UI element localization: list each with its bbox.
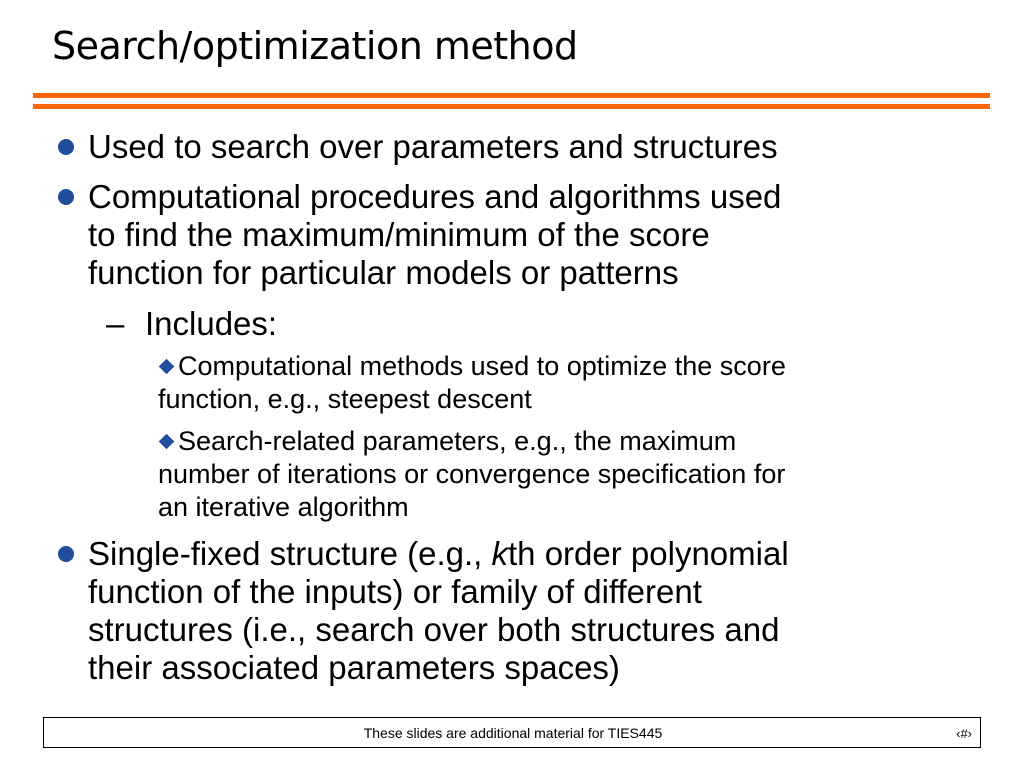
slide-number: ‹#› (956, 726, 972, 741)
bullet-3-line-4: their associated parameters spaces) (88, 649, 620, 686)
sub-sub-bullet-1-text: Computational methods used to optimize the score (178, 351, 786, 381)
bullet-3-line-2: function of the inputs) or family of different (88, 573, 702, 610)
sub-bullet-includes: Includes: (145, 305, 278, 342)
slide-title: Search/optimization method (52, 24, 578, 68)
bullet-dot-icon (58, 189, 74, 205)
bullet-3-line-3: structures (i.e., search over both structures and (88, 611, 780, 648)
sub-sub-bullet-2-line-1 (158, 425, 968, 458)
bullet-3-k: k (491, 535, 509, 572)
bullet-2-line-2: to find the maximum/minimum of the score (88, 216, 710, 253)
bullet-3-line-1 (88, 535, 958, 573)
bullet-dot-icon (58, 139, 74, 155)
bullet-1-text: Used to search over parameters and structures (88, 128, 778, 165)
sub-sub-bullet-1-line-2: function, e.g., steepest descent (158, 384, 532, 414)
bullet-2-line-1: Computational procedures and algorithms used (88, 178, 782, 215)
sub-sub-bullet-2-line-3: an iterative algorithm (158, 492, 409, 522)
bullet-2-line-3: function for particular models or patterns (88, 254, 679, 291)
bullet-3-text-post: th order polynomial (508, 535, 789, 572)
footer (43, 717, 981, 748)
dash-bullet-icon: – (106, 305, 125, 342)
bullet-3-text-pre: Single-fixed structure (e.g., (88, 535, 492, 572)
bullet-dot-icon (58, 546, 74, 562)
diamond-bullet-icon (159, 434, 175, 450)
sub-sub-bullet-2-line-2: number of iterations or convergence specification for (158, 459, 786, 489)
sub-sub-bullet-2-text: Search-related parameters, e.g., the maximum (178, 426, 737, 456)
footer-text: These slides are additional material for TIES445 (363, 725, 663, 741)
sub-sub-bullet-1-line-1 (158, 350, 968, 383)
diamond-bullet-icon (159, 359, 175, 375)
